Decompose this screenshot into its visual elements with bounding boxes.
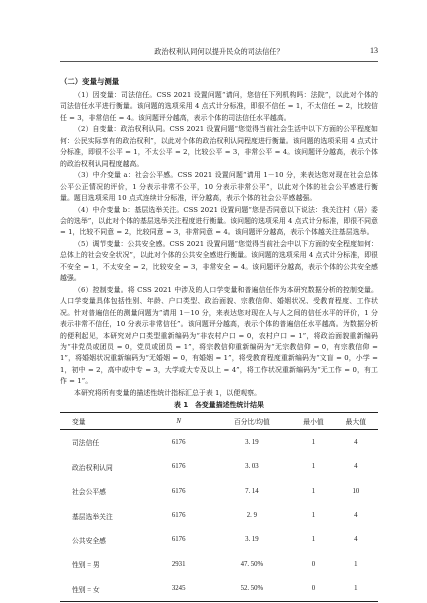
cell-min: 1 [311,536,316,544]
cell-n: 6176 [171,512,186,520]
column-header-max: 最大值 [345,419,367,427]
paragraph-table-intro: 本研究将所有变量的描述性统计指标汇总于表 1，以便观察。 [74,388,262,397]
page-body [60,76,378,602]
cell-variable: 司法信任 [72,440,100,448]
cell-min: 1 [311,487,316,495]
table-row [60,455,378,479]
cell-variable: 基层选举关注 [72,513,113,521]
table-header-row [60,413,378,430]
cell-min: 1 [311,512,316,520]
table-row [60,479,378,503]
cell-variable: 公共安全感 [72,537,106,545]
cell-n: 6176 [171,487,186,495]
cell-min: 1 [311,463,316,471]
cell-mean: 47. 50% [240,560,264,568]
cell-n: 6176 [171,463,186,471]
running-title: 政治权利认同何以提升民众的司法信任？ [154,47,284,56]
column-header-variable: 变量 [72,419,86,427]
column-header-n: N [176,417,181,425]
paragraph-mediator-a: （3）中介变量 a：社会公平感。CSS 2021 设置问题“请用 1－10 分，来表达您对现在社会总体公平公正情况的评价，1 分表示非常不公平，10 分表示非常公平”，以此对个体的社会公平感进行衡量。题目选项采用 10 点式连续计分标准，评分越高，表示个体的社会公平感越强。 [60,171,378,203]
table-row [60,577,378,602]
column-header-min: 最小值 [303,419,324,427]
page-number: 13 [370,46,378,55]
page-header [60,47,378,62]
cell-max: 4 [354,463,358,471]
paragraph-control-variables: （6）控制变量。将 CSS 2021 中涉及的人口学变量和普遍信任作为本研究数据分析的控制变量。人口学变量具体包括性别、年龄、户口类型、政治面貌、宗教信仰、婚姻状况、受教育程度、工作状况。针对普遍信任的测量问题为“请用 1－10 分，来表达您对现在人与人之间的信任水平的评价，1 分表示非常不信任，10 分表示非常信任”。该问题评分越高，表示个体的普遍信任水平越高。为数据分析的便利起见，本研究对户口类型重新编码为“非农村户口 = 0，农村户口 = 1”，将政治面貌重新编码为“非党员或团员 = 0，党员或团员 = 1”，将宗教信仰重新编码为“无宗教信仰 = 0，有宗教信仰 = 1”，将婚姻状况重新编码为“无婚姻 = 0，有婚姻 = 1”，将受教育程度重新编码为“文盲 = 0，小学 = 1，初中 = 2，高中或中专 = 3，大学或大专及以上 = 4”，将工作状况重新编码为“无工作 = 0，有工作 = 1”。 [60,285,378,386]
table-row [60,430,378,455]
cell-n: 3245 [171,585,186,593]
paragraph-dependent-variable: （1）因变量：司法信任。CSS 2021 设置问题“请问，您信任下列机构吗：法院”，以此对个体的司法信任水平进行衡量。该问题的选项采用 4 点式计分标准，即很不信任 = 1，不太信任 = 2，比较信任 = 3，非常信任 = 4。该问题评分越高，表示个体的司法信任水平越高。 [60,91,378,122]
table-row [60,503,378,527]
cell-max: 1 [354,585,358,593]
descriptive-stats-table [60,412,378,602]
cell-n: 6176 [171,536,186,544]
cell-mean: 3. 19 [245,438,259,446]
cell-variable: 社会公平感 [72,489,106,497]
cell-n: 6176 [171,438,186,446]
paragraph-independent-variable: （2）自变量：政治权利认同。CSS 2021 设置问题“您觉得当前社会生活中以下方面的公平程度如何：公民实际享有的政治权利”，以此对个体的政治权利认同程度进行衡量。该问题的选项采用 4 点式计分标准，即很不公平 = 1，不太公平 = 2，比较公平 = 3，非常公平 = 4。该问题评分越高，表示个体的政治权利认同程度越高。 [60,125,378,168]
cell-max: 1 [354,560,358,568]
cell-n: 2931 [171,560,186,568]
cell-mean: 3. 03 [245,463,259,471]
table-row [60,552,378,576]
cell-max: 4 [354,438,358,446]
cell-min: 0 [311,560,316,568]
cell-variable: 性别 = 男 [72,562,100,570]
column-header-mean: 百分比/均值 [233,419,270,427]
cell-min: 1 [311,438,316,446]
section-heading: （二）变量与测量 [60,77,120,86]
table-caption: 表 1 各变量描述性统计结果 [174,401,264,410]
cell-mean: 7. 14 [245,487,259,495]
table-row [60,528,378,552]
cell-max: 4 [354,536,358,544]
cell-mean: 3. 19 [245,536,259,544]
paragraph-mediator-b: （4）中介变量 b：基层选举关注。CSS 2021 设置问题“您是否同意以下说法：我关注村（居）委会的选举”，以此对个体的基层选举关注程度进行衡量。该问题的选项采用 4 点式计分标准，即很不同意 = 1，比较不同意 = 2，比较同意 = 3，非常同意 = 4。该问题评分越高，表示个体越关注基层选举。 [60,205,378,237]
cell-max: 4 [354,512,358,520]
cell-min: 0 [311,585,316,593]
cell-mean: 52. 50% [240,585,264,593]
paragraph-moderator: （5）调节变量：公共安全感。CSS 2021 设置问题“您觉得当前社会中以下方面的安全程度如何：总体上的社会安全状况”，以此对个体的公共安全感进行衡量。该问题的选项采用 4 点式计分标准，即很不安全 = 1，不太安全 = 2，比较安全 = 3，非常安全 = 4。该问题评分越高，表示个体的公共安全感越强。 [60,239,378,283]
cell-mean: 2. 9 [246,512,257,520]
cell-variable: 性别 = 女 [72,586,100,594]
cell-max: 10 [352,487,360,495]
cell-variable: 政治权利认同 [72,464,113,472]
